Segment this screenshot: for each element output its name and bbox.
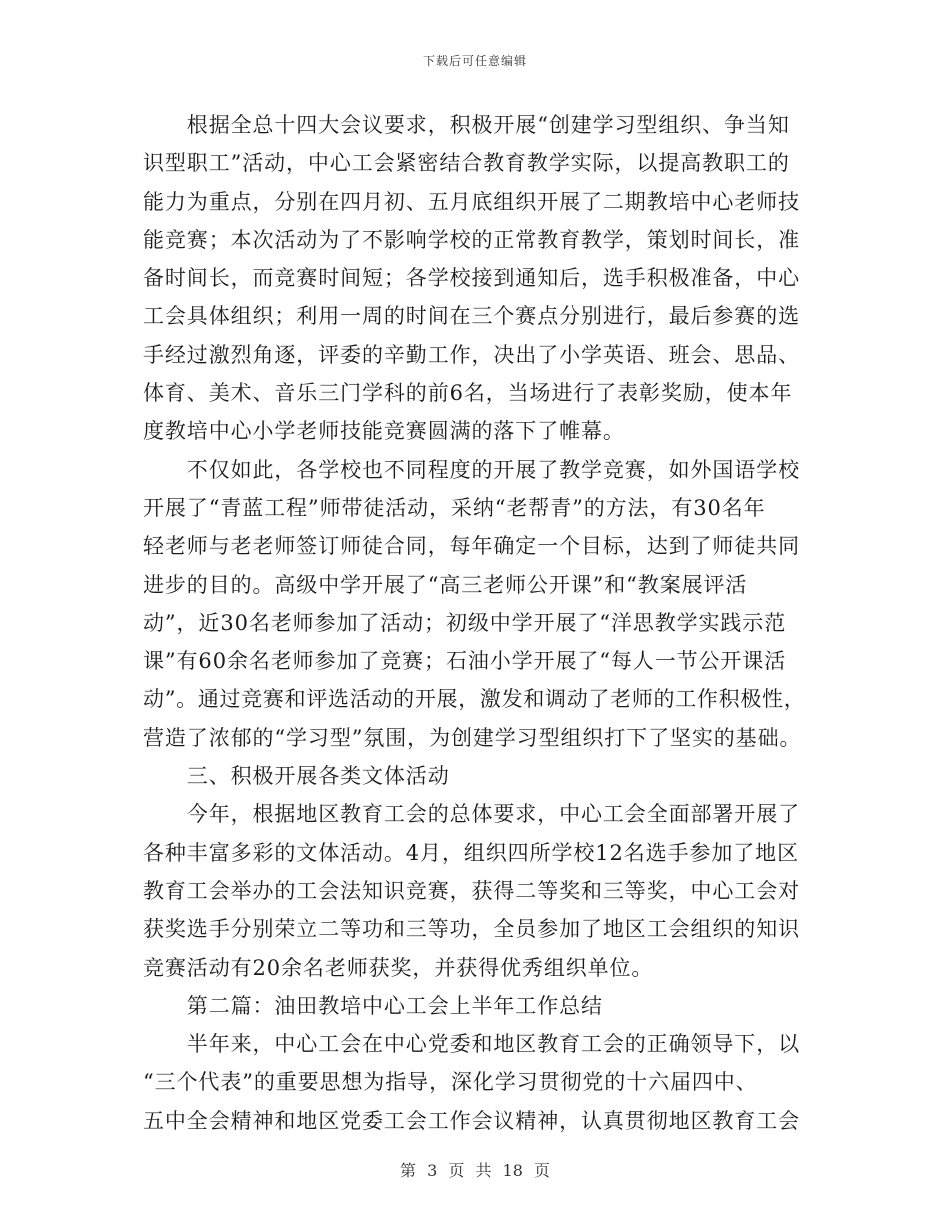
page-header: 下载后可任意编辑 — [422, 54, 527, 68]
text-line: 动”，近30名老师参加了活动；初级中学开展了“洋思教学实践示范 — [143, 610, 787, 635]
text-line: 教育工会举办的工会法知识竞赛，获得二等奖和三等奖，中心工会对 — [143, 878, 800, 903]
text-line: “三个代表”的重要思想为指导，深化学习贯彻党的十六届四中、 — [143, 1070, 758, 1095]
section-heading: 第二篇：油田教培中心工会上半年工作总结 — [143, 993, 603, 1018]
text-line: 能力为重点，分别在四月初、五月底组织开展了二期教培中心老师技 — [143, 189, 800, 214]
text-line: 营造了浓郁的“学习型”氛围，为创建学习型组织打下了坚实的基础。 — [143, 725, 802, 750]
text-line: 度教培中心小学老师技能竞赛圆满的落下了帷幕。 — [143, 419, 625, 444]
text-line: 手经过激烈角逐，评委的辛勤工作，决出了小学英语、班会、思品、 — [143, 342, 800, 367]
text-line: 备时间长，而竞赛时间短；各学校接到通知后，选手积极准备，中心 — [143, 266, 800, 291]
text-line: 获奖选手分别荣立二等功和三等功，全员参加了地区工会组织的知识 — [143, 917, 800, 942]
text-line: 动”。通过竞赛和评选活动的开展，激发和调动了老师的工作积极性， — [143, 687, 806, 712]
text-line: 轻老师与老老师签订师徒合同，每年确定一个目标，达到了师徒共同 — [143, 534, 800, 559]
text-line: 各种丰富多彩的文体活动。4月，组织四所学校12名选手参加了地区 — [143, 840, 799, 865]
text-line: 根据全总十四大会议要求，积极开展“创建学习型组织、争当知 — [143, 113, 790, 137]
text-line: 能竞赛；本次活动为了不影响学校的正常教育教学，策划时间长，准 — [143, 227, 800, 252]
text-line: 进步的目的。高级中学开展了“高三老师公开课”和“教案展评活 — [143, 572, 748, 597]
text-line: 今年，根据地区教育工会的总体要求，中心工会全面部署开展了 — [143, 802, 800, 827]
text-line: 竞赛活动有20余名老师获奖，并获得优秀组织单位。 — [143, 955, 654, 980]
text-line: 开展了“青蓝工程”师带徒活动，采纳“老帮青”的方法，有30名年 — [143, 495, 766, 520]
text-line: 识型职工”活动，中心工会紧密结合教育教学实际，以提高教职工的 — [143, 151, 790, 176]
text-line: 五中全会精神和地区党委工会工作会议精神，认真贯彻地区教育工会 — [143, 1108, 800, 1133]
page-footer: 第 3 页 共 18 页 — [400, 1161, 550, 1180]
text-line: 不仅如此，各学校也不同程度的开展了教学竞赛，如外国语学校 — [143, 457, 800, 482]
text-line: 体育、美术、音乐三门学科的前6名，当场进行了表彰奖励，使本年 — [143, 381, 793, 406]
document-body — [143, 106, 807, 1140]
text-line: 半年来，中心工会在中心党委和地区教育工会的正确领导下，以 — [143, 1032, 800, 1057]
text-line: 工会具体组织；利用一周的时间在三个赛点分别进行，最后参赛的选 — [143, 304, 800, 329]
section-heading: 三、积极开展各类文体活动 — [143, 764, 450, 789]
text-line: 课”有60余名老师参加了竞赛；石油小学开展了“每人一节公开课活 — [143, 649, 787, 674]
